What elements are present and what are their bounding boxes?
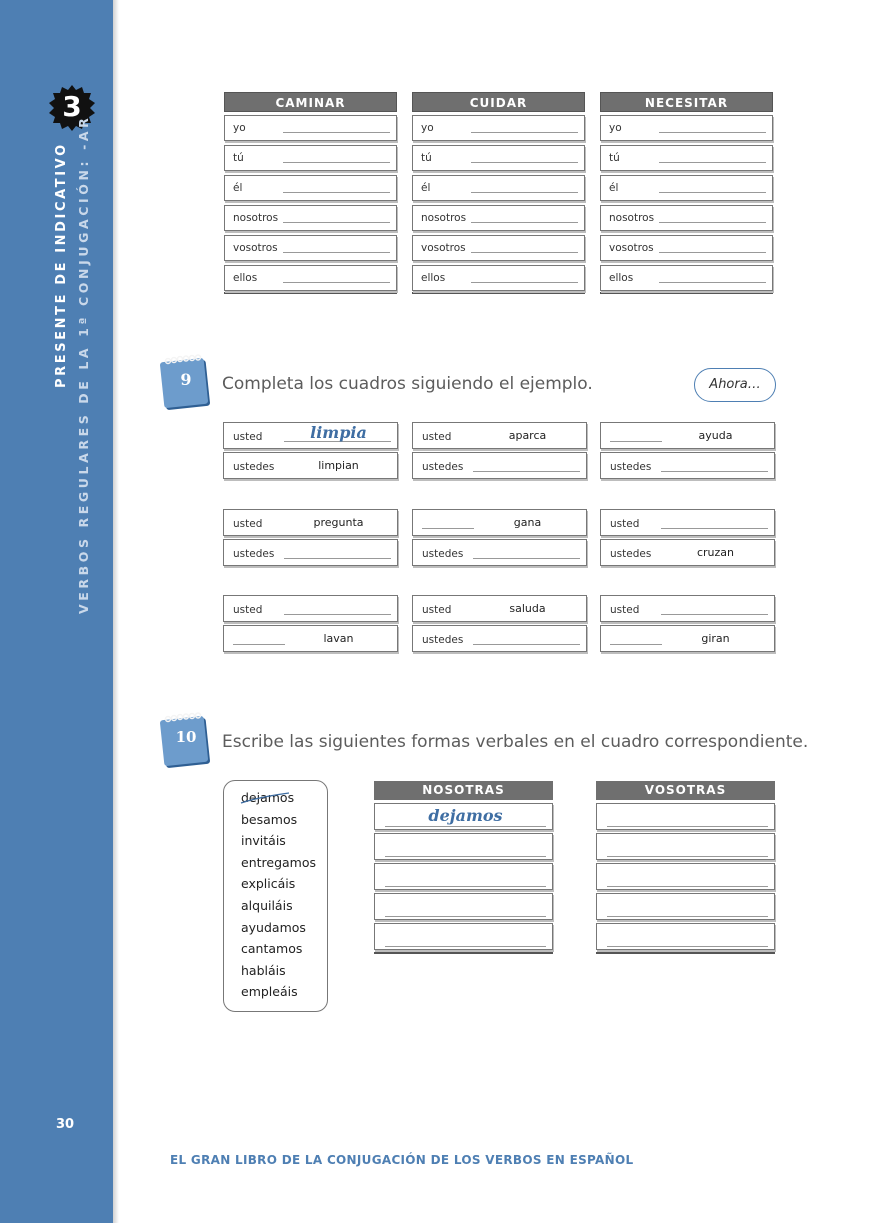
verb-form: cruzan	[696, 546, 735, 559]
pair-row	[223, 625, 398, 652]
answer-blank[interactable]	[385, 856, 546, 857]
conjugation-row	[412, 145, 585, 171]
conjugation-row	[600, 265, 773, 291]
pair-row	[600, 452, 775, 479]
answer-blank[interactable]	[385, 886, 546, 887]
conjugation-table-header: CAMINAR	[224, 92, 397, 112]
answer-blank[interactable]	[659, 282, 766, 283]
conjugation-row	[224, 115, 397, 141]
answer-blank[interactable]	[607, 886, 768, 887]
pronoun-label: tú	[421, 152, 432, 164]
pronoun-label: ustedes	[233, 548, 275, 560]
pronoun-label: ellos	[233, 272, 258, 284]
pair-row	[223, 595, 398, 622]
pair-box	[412, 595, 587, 655]
conjugation-row	[224, 145, 397, 171]
pair-row	[600, 625, 775, 652]
answer-blank[interactable]	[607, 856, 768, 857]
pronoun-label: yo	[233, 122, 246, 134]
word-list-item: besamos	[241, 811, 298, 827]
section-title: PRESENTE DE INDICATIVO	[54, 142, 69, 388]
pronoun-label: ustedes	[233, 461, 275, 473]
answer-row	[374, 833, 553, 860]
conjugation-table-header: CUIDAR	[412, 92, 585, 112]
table-bottom-rule	[596, 952, 775, 955]
verb-form: gana	[513, 516, 542, 529]
pair-row	[223, 452, 398, 479]
pronoun-label: ustedes	[610, 461, 652, 473]
conjugation-table-header: NECESITAR	[600, 92, 773, 112]
pronoun-label: vosotros	[421, 242, 466, 254]
answer-blank[interactable]	[283, 282, 390, 283]
conjugation-row	[600, 175, 773, 201]
answer-blank[interactable]	[385, 916, 546, 917]
answer-table-header: VOSOTRAS	[596, 781, 775, 800]
pair-row	[600, 422, 775, 449]
pair-box	[600, 422, 775, 482]
exercise-9-calendar-icon	[158, 352, 214, 412]
pronoun-label: ustedes	[610, 548, 652, 560]
answer-blank[interactable]	[283, 162, 390, 163]
exercise-9-instruction: Completa los cuadros siguiendo el ejemplo.	[222, 374, 593, 394]
section-subtitle: VERBOS REGULARES DE LA 1ª CONJUGACIÓN: -AR	[76, 114, 91, 614]
word-list-item: entregamos	[241, 854, 316, 870]
conjugation-row	[224, 265, 397, 291]
word-list-item: dejamos	[241, 790, 295, 805]
conjugation-row	[224, 205, 397, 231]
answer-table	[596, 781, 775, 955]
answer-blank[interactable]	[471, 222, 578, 223]
pronoun-blank[interactable]	[233, 644, 285, 645]
pronoun-label: usted	[610, 518, 640, 530]
conjugation-row	[224, 235, 397, 261]
answer-row	[596, 833, 775, 860]
answer-blank[interactable]	[471, 252, 578, 253]
answer-blank[interactable]	[283, 192, 390, 193]
pair-row	[223, 422, 398, 449]
answer-row	[596, 923, 775, 950]
answer-blank[interactable]	[283, 222, 390, 223]
pronoun-label: yo	[421, 122, 434, 134]
answer-blank[interactable]	[283, 252, 390, 253]
pronoun-label: usted	[610, 604, 640, 616]
pronoun-label: él	[421, 182, 431, 194]
table-bottom-rule	[224, 292, 397, 295]
answer-blank[interactable]	[471, 132, 578, 133]
pair-box	[223, 509, 398, 569]
answer-blank[interactable]	[284, 558, 391, 559]
exercise-9-number: 9	[180, 370, 192, 389]
answer-row	[374, 863, 553, 890]
exercise-10-number: 10	[175, 728, 197, 746]
pair-box	[600, 509, 775, 569]
verb-form: aparca	[508, 429, 547, 442]
table-bottom-rule	[600, 292, 773, 295]
pair-row	[600, 539, 775, 566]
word-list-item: explicáis	[241, 876, 296, 892]
pair-row	[223, 539, 398, 566]
table-bottom-rule	[374, 952, 553, 955]
word-list-item: ayudamos	[241, 919, 306, 935]
ahora-callout: Ahora…	[694, 368, 776, 402]
pair-row	[412, 509, 587, 536]
conjugation-row	[600, 145, 773, 171]
pronoun-label: vosotros	[609, 242, 654, 254]
answer-blank[interactable]	[473, 644, 580, 645]
conjugation-row	[600, 235, 773, 261]
verb-form: ayuda	[698, 429, 733, 442]
answer-blank[interactable]	[661, 614, 768, 615]
answer-blank[interactable]	[385, 946, 546, 947]
pronoun-blank[interactable]	[610, 441, 662, 442]
verb-form: limpian	[318, 459, 359, 472]
word-list-item: cantamos	[241, 941, 303, 957]
answer-row	[374, 923, 553, 950]
pronoun-label: usted	[233, 431, 263, 443]
pair-row	[412, 539, 587, 566]
answer-row	[596, 893, 775, 920]
word-list-item: empleáis	[241, 984, 298, 1000]
pronoun-label: ellos	[421, 272, 446, 284]
answer-blank[interactable]	[473, 558, 580, 559]
answer-blank[interactable]	[283, 132, 390, 133]
pronoun-label: vosotros	[233, 242, 278, 254]
pronoun-label: ellos	[609, 272, 634, 284]
conjugation-table	[600, 92, 773, 297]
pronoun-label: tú	[233, 152, 244, 164]
pronoun-label: nosotros	[609, 212, 655, 224]
answer-row	[374, 803, 553, 830]
pronoun-label: ustedes	[422, 634, 464, 646]
pronoun-label: él	[233, 182, 243, 194]
answer-blank[interactable]	[659, 192, 766, 193]
word-list-item: alquiláis	[241, 898, 293, 913]
pair-row	[600, 509, 775, 536]
pronoun-label: usted	[233, 604, 263, 616]
pair-box	[600, 595, 775, 655]
pronoun-label: ustedes	[422, 548, 464, 560]
sidebar-shadow	[113, 0, 119, 1223]
conjugation-table	[412, 92, 585, 297]
pair-row	[223, 509, 398, 536]
answer-blank[interactable]	[659, 222, 766, 223]
answer-blank[interactable]	[659, 132, 766, 133]
conjugation-table	[224, 92, 397, 297]
answer-blank[interactable]	[607, 826, 768, 827]
answer-blank[interactable]	[659, 252, 766, 253]
table-bottom-rule	[412, 292, 585, 295]
answer-table-header: NOSOTRAS	[374, 781, 553, 800]
pair-row	[412, 422, 587, 449]
pronoun-label: tú	[609, 152, 620, 164]
pronoun-label: usted	[422, 431, 452, 443]
pronoun-label: nosotros	[233, 212, 279, 224]
answer-blank[interactable]	[471, 192, 578, 193]
conjugation-row	[224, 175, 397, 201]
verb-form: giran	[701, 632, 730, 645]
handwritten-answer: limpia	[310, 423, 367, 442]
pair-box	[223, 595, 398, 655]
pair-box	[412, 422, 587, 482]
answer-blank[interactable]	[471, 282, 578, 283]
answer-table	[374, 781, 553, 955]
page-number: 30	[56, 1117, 75, 1132]
conjugation-row	[600, 115, 773, 141]
answer-blank[interactable]	[607, 946, 768, 947]
pair-row	[412, 625, 587, 652]
pronoun-blank[interactable]	[422, 528, 474, 529]
verb-form: pregunta	[313, 516, 364, 529]
pair-box	[223, 422, 398, 482]
conjugation-row	[600, 205, 773, 231]
pair-row	[412, 452, 587, 479]
conjugation-row	[412, 235, 585, 261]
book-footer-title: EL GRAN LIBRO DE LA CONJUGACIÓN DE LOS VERBOS EN ESPAÑOL	[170, 1153, 634, 1167]
exercise-10-calendar-icon	[158, 710, 214, 770]
answer-blank[interactable]	[659, 162, 766, 163]
answer-row	[374, 893, 553, 920]
pronoun-label: usted	[233, 518, 263, 530]
conjugation-row	[412, 265, 585, 291]
answer-blank[interactable]	[661, 471, 768, 472]
answer-blank[interactable]	[607, 916, 768, 917]
pronoun-label: usted	[422, 604, 452, 616]
conjugation-row	[412, 175, 585, 201]
pronoun-label: él	[609, 182, 619, 194]
answer-row	[596, 863, 775, 890]
answer-blank[interactable]	[661, 528, 768, 529]
handwritten-answer: dejamos	[428, 806, 503, 825]
pronoun-label: yo	[609, 122, 622, 134]
verb-form: saluda	[509, 602, 546, 615]
pronoun-label: ustedes	[422, 461, 464, 473]
conjugation-row	[412, 115, 585, 141]
pair-box	[412, 509, 587, 569]
pair-row	[412, 595, 587, 622]
answer-blank[interactable]	[471, 162, 578, 163]
exercise-10-instruction: Escribe las siguientes formas verbales en el cuadro correspondiente.	[222, 732, 809, 752]
word-list-item: habláis	[241, 962, 286, 978]
chapter-number: 3	[62, 90, 82, 123]
answer-blank[interactable]	[385, 826, 546, 827]
conjugation-row	[412, 205, 585, 231]
word-list-item: invitáis	[241, 833, 286, 849]
pair-row	[600, 595, 775, 622]
word-list-box	[223, 780, 328, 1012]
answer-row	[596, 803, 775, 830]
answer-blank[interactable]	[473, 471, 580, 472]
pronoun-blank[interactable]	[610, 644, 662, 645]
strikethrough-mark	[239, 791, 291, 805]
verb-form: lavan	[323, 632, 354, 645]
answer-blank[interactable]	[284, 614, 391, 615]
pronoun-label: nosotros	[421, 212, 467, 224]
